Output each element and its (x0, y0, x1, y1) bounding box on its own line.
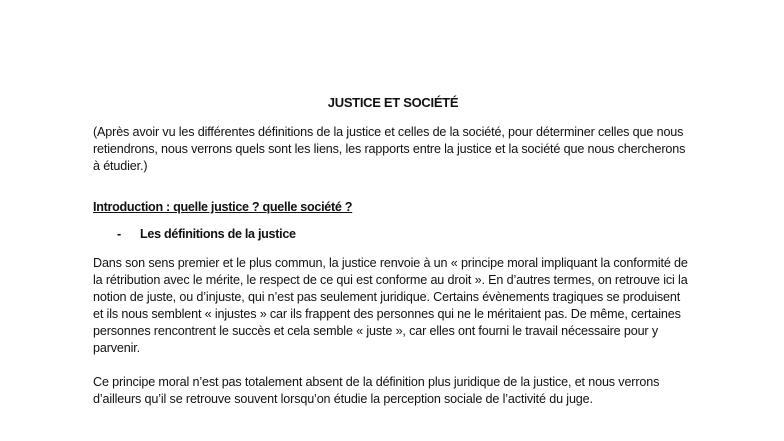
body-paragraph-1: Dans son sens premier et le plus commun, la justice renvoie à un « principe moral impliquant la conformité de la rétribution avec le mérite, le respect de ce qui est conforme au droit ». En d’autres termes, on retrouve ici la notion de juste, ou d’injuste, qui n’est pas seulement juridique. Certains évènements tragiques se produisent et ils nous semblent « injustes » car ils frappent des personnes qui ne le méritaient pas. De même, certaines personnes rencontrent le succès et cela semble « juste », car elles ont fourni le travail nécessaire pour y parvenir. (93, 256, 688, 355)
sub-heading-text: Les définitions de la justice (140, 227, 296, 241)
page-title: JUSTICE ET SOCIÉTÉ (327, 95, 459, 110)
body-paragraph-2: Ce principe moral n’est pas totalement absent de la définition plus juridique de la justice, et nous verrons d’ailleurs qu’il se retrouve souvent lorsqu’on étudie la perception sociale de l’activité du juge. (93, 375, 660, 406)
list-dash-marker: - (117, 227, 121, 241)
section-heading: Introduction : quelle justice ? quelle société ? (93, 200, 353, 214)
intro-paragraph: (Après avoir vu les différentes définitions de la justice et celles de la société, pour déterminer celles que nous retiendrons, nous verrons quels sont les liens, les rapports entre la justice et la société que nous chercherons à étudier.) (93, 125, 686, 173)
document-body (93, 94, 693, 408)
sub-heading (93, 226, 693, 243)
